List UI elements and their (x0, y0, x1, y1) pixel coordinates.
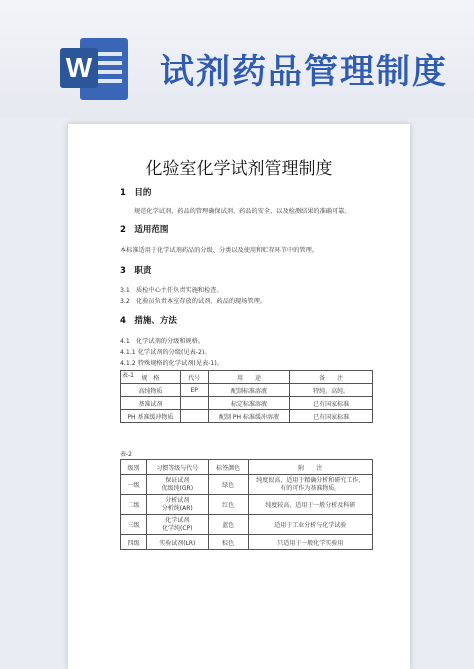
table-header-row (121, 371, 373, 384)
header-banner (0, 0, 474, 118)
table-header-cell: 规 格 (121, 371, 181, 384)
table-cell (180, 397, 208, 410)
table-cell: 分析试剂 分析纯(AR) (146, 495, 208, 515)
table-cell: 配制标准溶液 (208, 384, 290, 397)
table-row (121, 384, 373, 397)
table-cell: 高纯物质 (121, 384, 181, 397)
table-cell: 红色 (208, 495, 248, 515)
table-cell: 标定标准溶液 (208, 397, 290, 410)
table-row (121, 535, 373, 550)
section-4-item: 4.1.1 化学试剂的分级(见表-2)。 (120, 349, 211, 356)
table-cell: 纯度很高，适用于精确分析和研究工作， 有的可作为基准物质。 (248, 475, 372, 495)
table-cell: 绿色 (208, 475, 248, 495)
table-cell: 已有国家标准 (290, 410, 373, 423)
table-header-cell: 级别 (121, 460, 147, 475)
table-cell: 三级 (121, 515, 147, 535)
table-cell: 一级 (121, 475, 147, 495)
table-2-caption: 表-2 (120, 451, 132, 458)
section-4-item: 4.1.2 特殊规格的化学试剂(见表-1)。 (120, 360, 223, 367)
section-2-text: 本标准适用于化学试剂药品的分级、分类以及使用和贮存环节中的管理。 (120, 247, 318, 254)
table-header-cell: 附 注 (248, 460, 372, 475)
table-cell (180, 410, 208, 423)
section-3-heading: 3 职责 (120, 266, 152, 276)
section-3-item: 3.2 化验员负责本室存放的试剂、药品的现场管理。 (120, 298, 266, 305)
table-header-row (121, 460, 373, 475)
table-cell: 保证试剂 优级纯(GR) (146, 475, 208, 495)
banner-title: 试剂药品管理制度 (160, 52, 448, 92)
table-cell: 蓝色 (208, 515, 248, 535)
table-header-cell: 标签颜色 (208, 460, 248, 475)
table-cell: 实验试剂(LR) (146, 535, 208, 550)
table-1-caption: 表-1 (122, 372, 134, 379)
table-cell: EP (180, 384, 208, 397)
table-row (121, 515, 373, 535)
table-1 (120, 370, 373, 423)
table-cell: 纯度较高，适用于一般分析及科研 (248, 495, 372, 515)
table-row (121, 410, 373, 423)
table-header-cell: 备 注 (290, 371, 373, 384)
word-icon: W (60, 38, 130, 100)
section-1-heading: 1 目的 (120, 188, 152, 198)
table-cell: 四级 (121, 535, 147, 550)
table-cell: 配制 PH 标准缓冲溶液 (208, 410, 290, 423)
table-cell: 适用于工业分析与化学试验 (248, 515, 372, 535)
table-cell: 棕色 (208, 535, 248, 550)
table-row (121, 475, 373, 495)
table-header-cell: 代号 (180, 371, 208, 384)
section-3-item: 3.1 质检中心主任负责实施和检查。 (120, 287, 223, 294)
table-cell: 基准试剂 (121, 397, 181, 410)
document-title: 化验室化学试剂管理制度 (145, 159, 333, 179)
table-cell: 只适用于一般化学实验用 (248, 535, 372, 550)
table-cell: 化学试剂 化学纯(CP) (146, 515, 208, 535)
table-header-cell: 习惯等级与代号 (146, 460, 208, 475)
table-2 (120, 459, 373, 550)
table-row (121, 397, 373, 410)
table-cell: 二级 (121, 495, 147, 515)
document-page (68, 124, 410, 669)
section-1-text: 规范化学试剂、药品的管理确保试剂、药品的安全，以及检测结果的准确可靠。 (134, 208, 351, 215)
section-2-heading: 2 适用范围 (120, 225, 169, 235)
table-cell: 特纯、高纯。 (290, 384, 373, 397)
table-header-cell: 用 途 (208, 371, 290, 384)
table-cell: 已有国家标准 (290, 397, 373, 410)
table-row (121, 495, 373, 515)
section-4-item: 4.1 化学试剂的分级和规格。 (120, 338, 205, 345)
section-4-heading: 4 措施、方法 (120, 316, 177, 326)
table-cell: PH 基准缓冲物质 (121, 410, 181, 423)
